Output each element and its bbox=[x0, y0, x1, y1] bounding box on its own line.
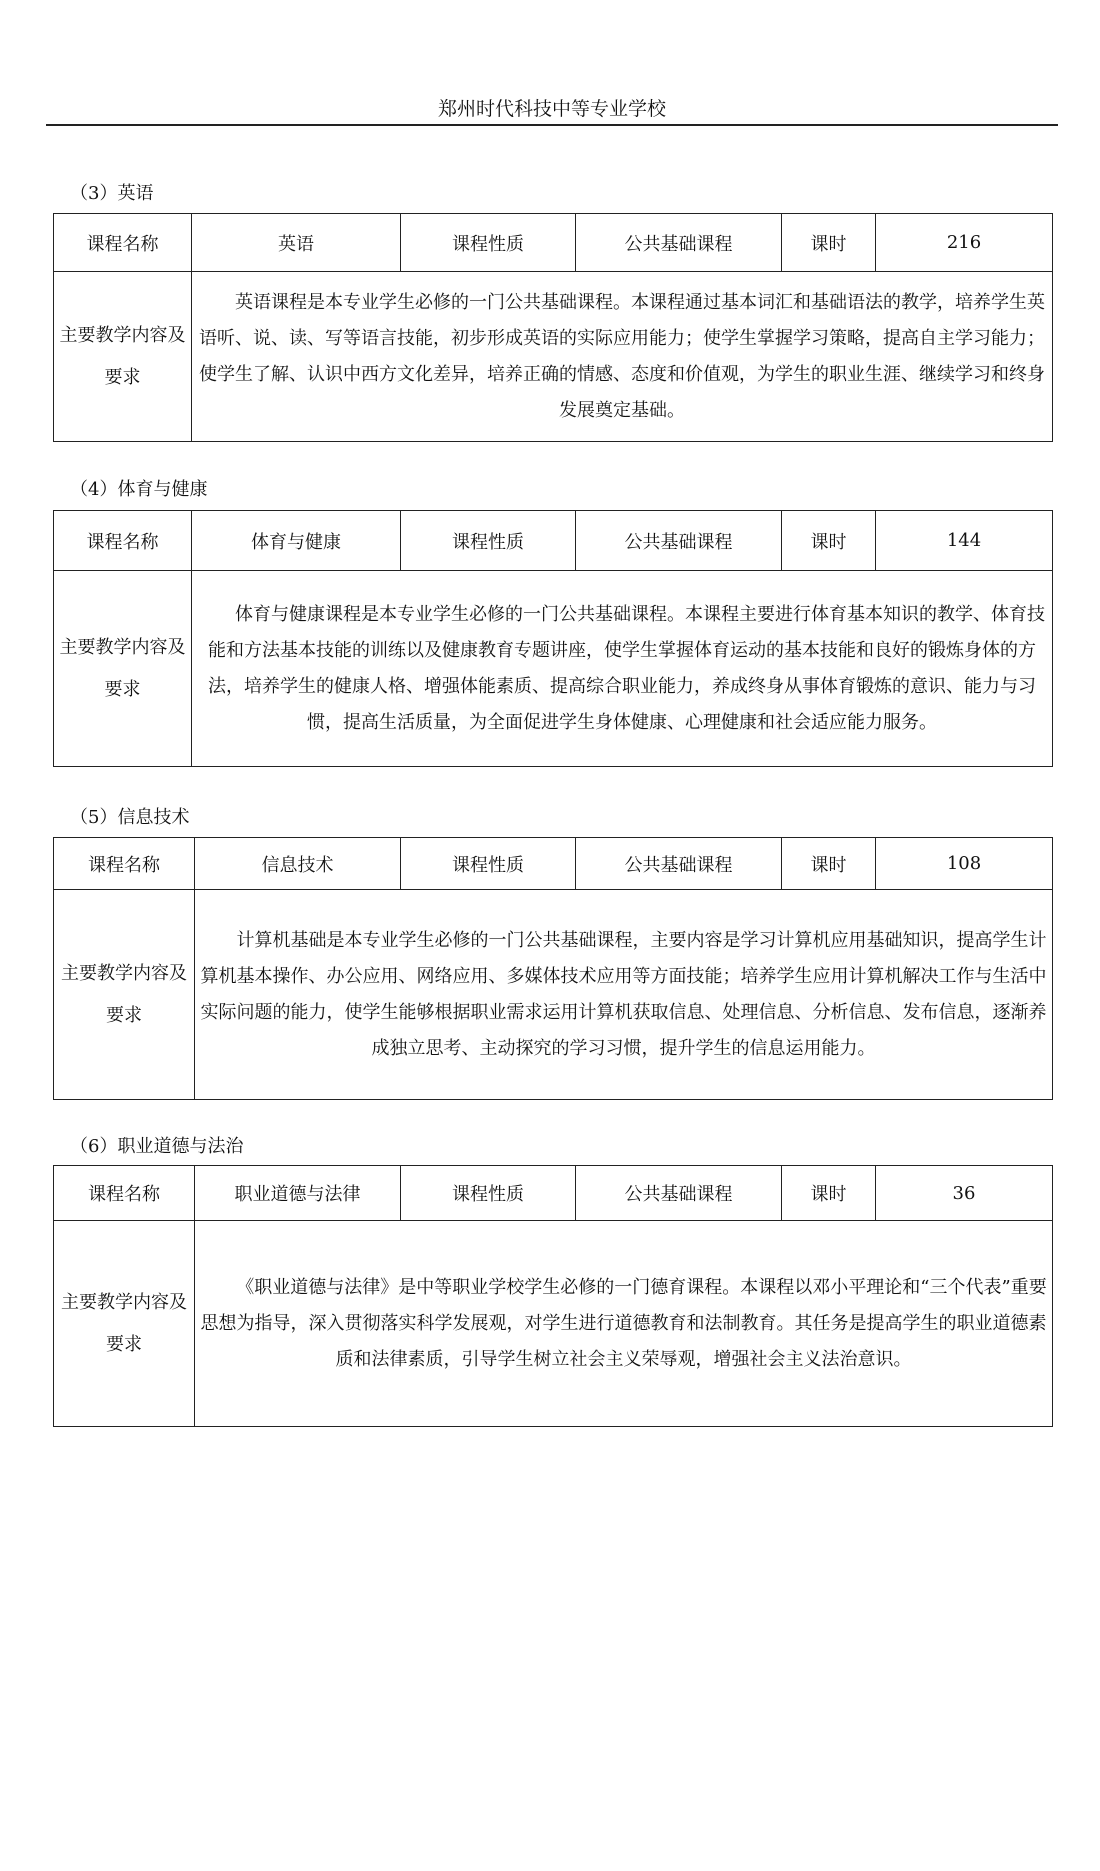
section-title: （5）信息技术 bbox=[70, 807, 190, 828]
course-table bbox=[53, 1165, 1053, 1427]
content-text bbox=[192, 272, 1053, 442]
course-nature-value: 公共基础课程 bbox=[576, 838, 782, 890]
course-name-label: 课程名称 bbox=[54, 511, 192, 571]
content-label: 主要教学内容及要求 bbox=[54, 272, 192, 442]
content-paragraph: 英语课程是本专业学生必修的一门公共基础课程。本课程通过基本词汇和基础语法的教学，培养学生英语听、说、读、写等语言技能，初步形成英语的实际应用能力；使学生掌握学习策略，提高自主学习能力；使学生了解、认识中西方文化差异，培养正确的情感、态度和价值观，为学生的职业生涯、继续学习和终身发展奠定基础。 bbox=[199, 291, 1045, 421]
content-label: 主要教学内容及要求 bbox=[54, 890, 195, 1100]
course-name-value: 职业道德与法律 bbox=[195, 1166, 401, 1221]
hours-label: 课时 bbox=[782, 511, 876, 571]
section-title: （4）体育与健康 bbox=[70, 479, 208, 500]
content-paragraph: 体育与健康课程是本专业学生必修的一门公共基础课程。本课程主要进行体育基本知识的教学、体育技能和方法基本技能的训练以及健康教育专题讲座，使学生掌握体育运动的基本技能和良好的锻炼身体的方法，培养学生的健康人格、增强体能素质、提高综合职业能力，养成终身从事体育锻炼的意识、能力与习惯，提高生活质量，为全面促进学生身体健康、心理健康和社会适应能力服务。 bbox=[208, 603, 1045, 733]
section-title: （6）职业道德与法治 bbox=[70, 1136, 244, 1157]
course-table bbox=[53, 837, 1053, 1100]
course-table bbox=[53, 213, 1053, 442]
course-table bbox=[53, 510, 1053, 767]
hours-value: 144 bbox=[876, 511, 1053, 571]
hours-label: 课时 bbox=[782, 214, 876, 272]
course-nature-value: 公共基础课程 bbox=[576, 214, 782, 272]
course-name-label: 课程名称 bbox=[54, 1166, 195, 1221]
course-nature-label: 课程性质 bbox=[401, 511, 576, 571]
hours-label: 课时 bbox=[782, 1166, 876, 1221]
section-title: （3）英语 bbox=[70, 183, 154, 204]
content-paragraph: 计算机基础是本专业学生必修的一门公共基础课程，主要内容是学习计算机应用基础知识，提高学生计算机基本操作、办公应用、网络应用、多媒体技术应用等方面技能；培养学生应用计算机解决工作与生活中实际问题的能力，使学生能够根据职业需求运用计算机获取信息、处理信息、分析信息、发布信息，逐渐养成独立思考、主动探究的学习习惯，提升学生的信息运用能力。 bbox=[200, 929, 1047, 1059]
course-nature-label: 课程性质 bbox=[401, 1166, 576, 1221]
hours-value: 36 bbox=[876, 1166, 1053, 1221]
content-label: 主要教学内容及要求 bbox=[54, 571, 192, 767]
content-text bbox=[195, 1221, 1053, 1427]
course-name-value: 信息技术 bbox=[195, 838, 401, 890]
course-name-label: 课程名称 bbox=[54, 214, 192, 272]
course-nature-label: 课程性质 bbox=[401, 214, 576, 272]
content-label: 主要教学内容及要求 bbox=[54, 1221, 195, 1427]
course-nature-value: 公共基础课程 bbox=[576, 1166, 782, 1221]
course-name-value: 体育与健康 bbox=[192, 511, 401, 571]
content-text bbox=[195, 890, 1053, 1100]
course-name-label: 课程名称 bbox=[54, 838, 195, 890]
content-paragraph: 《职业道德与法律》是中等职业学校学生必修的一门德育课程。本课程以邓小平理论和“三个代表”重要思想为指导，深入贯彻落实科学发展观，对学生进行道德教育和法制教育。其任务是提高学生的职业道德素质和法律素质，引导学生树立社会主义荣辱观，增强社会主义法治意识。 bbox=[200, 1276, 1047, 1370]
hours-value: 216 bbox=[876, 214, 1053, 272]
hours-value: 108 bbox=[876, 838, 1053, 890]
hours-label: 课时 bbox=[782, 838, 876, 890]
course-nature-label: 课程性质 bbox=[401, 838, 576, 890]
course-name-value: 英语 bbox=[192, 214, 401, 272]
school-header: 郑州时代科技中等专业学校 bbox=[46, 94, 1058, 126]
course-nature-value: 公共基础课程 bbox=[576, 511, 782, 571]
content-text bbox=[192, 571, 1053, 767]
